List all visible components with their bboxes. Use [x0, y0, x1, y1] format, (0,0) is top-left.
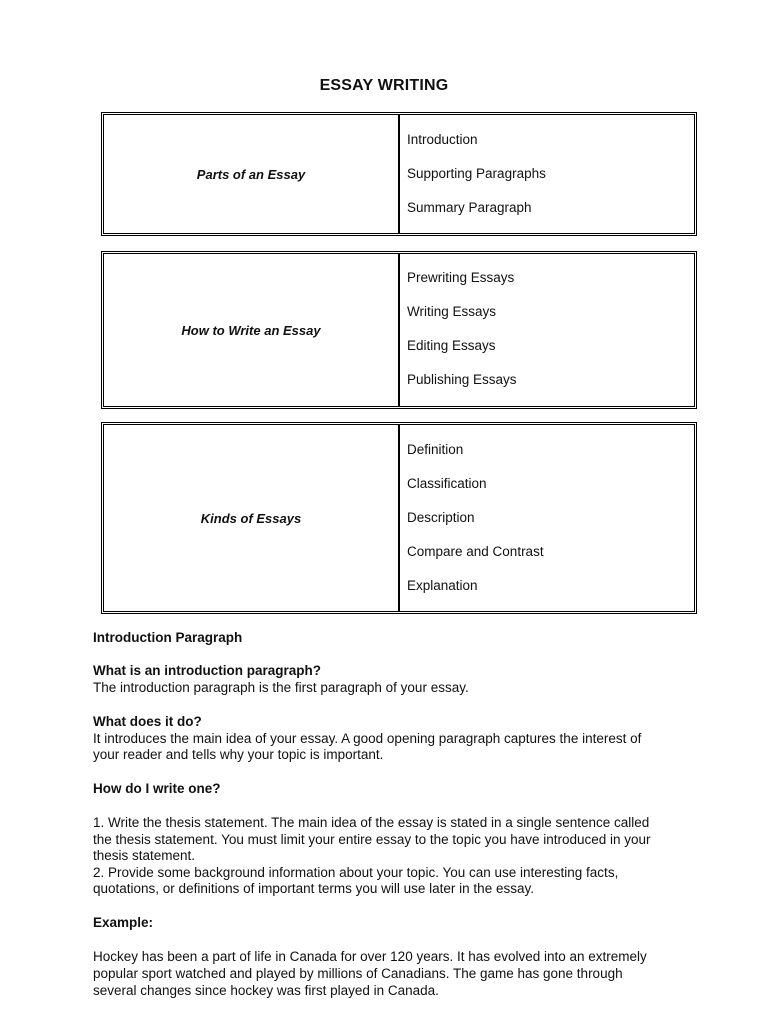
example-text: Hockey has been a part of life in Canada for over 120 years. It has evolved into an extremely: [93, 949, 647, 964]
list-item: Classification: [407, 476, 487, 491]
step-text: quotations, or definitions of important terms you will use later in the essay.: [93, 881, 534, 896]
list-item: Introduction: [407, 132, 478, 147]
question-heading: What is an introduction paragraph?: [93, 663, 322, 678]
list-item: Writing Essays: [407, 304, 497, 319]
table-items: [407, 425, 694, 611]
list-item: Summary Paragraph: [407, 200, 532, 215]
table-items: [407, 254, 694, 406]
step-text: the thesis statement. You must limit your entire essay to the topic you have introduced in your: [93, 832, 651, 847]
answer-text: It introduces the main idea of your essay. A good opening paragraph captures the interest of: [93, 731, 642, 746]
table-items: [407, 115, 694, 233]
answer-text: your reader and tells why your topic is important.: [93, 747, 384, 762]
kinds-of-essays-table: [103, 424, 695, 612]
table-heading: Parts of an Essay: [104, 115, 400, 233]
answer-text: The introduction paragraph is the first paragraph of your essay.: [93, 680, 469, 695]
how-to-write-table: [103, 253, 695, 407]
example-text: several changes since hockey was first played in Canada.: [93, 983, 439, 998]
list-item: Supporting Paragraphs: [407, 166, 546, 181]
list-item: Description: [407, 510, 475, 525]
parts-of-essay-table: [103, 114, 695, 234]
step-text: 2. Provide some background information about your topic. You can use interesting facts,: [93, 865, 619, 880]
section-heading: Introduction Paragraph: [93, 630, 243, 645]
list-item: Compare and Contrast: [407, 544, 544, 559]
document-title: ESSAY WRITING: [319, 77, 449, 94]
question-heading: What does it do?: [93, 714, 202, 729]
list-item: Editing Essays: [407, 338, 496, 353]
example-heading: Example:: [93, 915, 154, 930]
step-text: thesis statement.: [93, 848, 196, 863]
list-item: Publishing Essays: [407, 372, 517, 387]
question-heading: How do I write one?: [93, 781, 221, 796]
table-heading: Kinds of Essays: [104, 425, 400, 611]
list-item: Explanation: [407, 578, 478, 593]
step-text: 1. Write the thesis statement. The main idea of the essay is stated in a single sentence called: [93, 815, 650, 830]
list-item: Prewriting Essays: [407, 270, 515, 285]
table-heading: How to Write an Essay: [104, 254, 400, 406]
list-item: Definition: [407, 442, 464, 457]
example-text: popular sport watched and played by millions of Canadians. The game has gone through: [93, 966, 623, 981]
